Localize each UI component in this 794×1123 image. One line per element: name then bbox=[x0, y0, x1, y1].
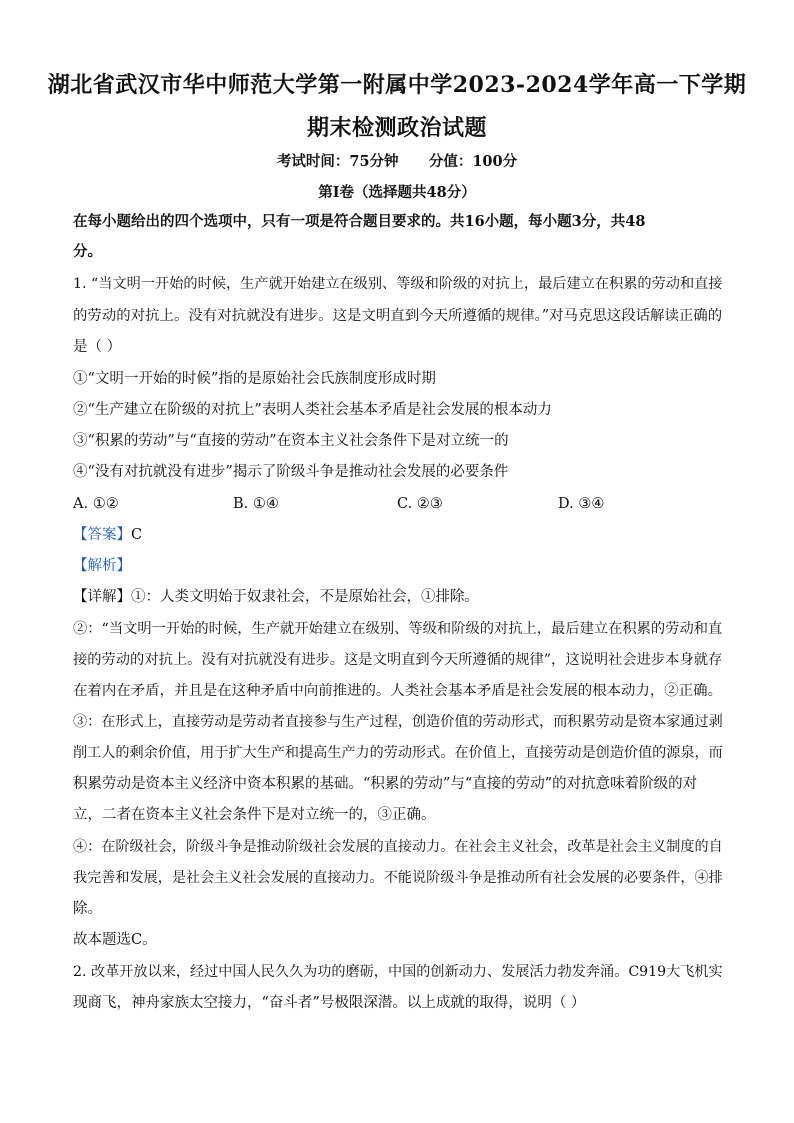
q1-stem-line1: 1. “当文明一开始的时候，生产就开始建立在级别、等级和阶级的对抗上，最后建立在积累的劳动和直接 bbox=[73, 276, 723, 292]
q1-answer bbox=[73, 525, 142, 545]
q1-option-d: D. ③④ bbox=[558, 496, 605, 512]
meta-spacer bbox=[399, 153, 429, 170]
q1-detail-3-line1: ③：在形式上，直接劳动是劳动者直接参与生产过程，创造价值的劳动形式，而积累劳动是资本家通过剥 bbox=[73, 714, 723, 730]
document-title-line1: 湖北省武汉市华中师范大学第一附属中学2023-2024学年高一下学期 bbox=[47, 72, 747, 98]
q1-stem-line2: 的劳动的对抗上。没有对抗就没有进步。这是文明直到今天所遵循的规律。”对马克思这段话解读正确的 bbox=[73, 308, 723, 324]
exam-time: 考试时间：75分钟 bbox=[276, 153, 399, 170]
q1-option-b: B. ①④ bbox=[233, 496, 279, 512]
detail-1-text: ①：人类文明始于奴隶社会，不是原始社会，①排除。 bbox=[131, 589, 479, 605]
q1-option-a: A. ①② bbox=[73, 496, 119, 512]
instructions-line2: 分。 bbox=[73, 243, 102, 260]
q1-stem-line3: 是（ ） bbox=[73, 339, 122, 355]
instructions-line1: 在每小题给出的四个选项中，只有一项是符合题目要求的。共16小题，每小题3分，共48 bbox=[73, 213, 646, 230]
answer-value: C bbox=[131, 527, 143, 543]
q1-detail-3-line2: 削工人的剩余价值，用于扩大生产和提高生产力的劳动形式。在价值上，直接劳动是创造价值的源泉，而 bbox=[73, 745, 723, 761]
q1-detail-2-line2: 接的劳动的对抗上。没有对抗就没有进步。这是文明直到今天所遵循的规律”，这说明社会进步本身就存 bbox=[73, 652, 723, 668]
q1-item-4: ④“没有对抗就没有进步”揭示了阶级斗争是推动社会发展的必要条件 bbox=[73, 464, 509, 480]
answer-tag: 【答案】 bbox=[73, 527, 131, 543]
exam-score: 分值：100分 bbox=[428, 153, 518, 170]
q1-detail-1 bbox=[73, 587, 479, 607]
q1-detail-2-line3: 在着内在矛盾，并且是在这种矛盾中向前推进的。人类社会基本矛盾是社会发展的根本动力，②正确。 bbox=[73, 683, 722, 699]
detail-tag: 【详解】 bbox=[73, 589, 131, 605]
q1-item-3: ③“积累的劳动”与“直接的劳动”在资本主义社会条件下是对立统一的 bbox=[73, 433, 509, 449]
q1-detail-3-line4: 立，二者在资本主义社会条件下是对立统一的，③正确。 bbox=[73, 807, 436, 823]
analysis-tag: 【解析】 bbox=[73, 558, 131, 574]
q1-conclusion: 故本题选C。 bbox=[73, 932, 157, 948]
q1-detail-4-line3: 除。 bbox=[73, 901, 102, 917]
q1-option-c: C. ②③ bbox=[397, 496, 443, 512]
document-title-line2: 期末检测政治试题 bbox=[306, 115, 487, 141]
q1-detail-4-line2: 我完善和发展，是社会主义社会发展的直接动力。不能说阶级斗争是推动所有社会发展的必要条件，④排 bbox=[73, 870, 723, 886]
q1-detail-4-line1: ④：在阶级社会，阶级斗争是推动阶级社会发展的直接动力。在社会主义社会，改革是社会主义制度的自 bbox=[73, 839, 723, 855]
q1-item-1: ①“文明一开始的时候”指的是原始社会氏族制度形成时期 bbox=[73, 371, 436, 387]
q1-detail-3-line3: 积累劳动是资本主义经济中资本积累的基础。“积累的劳动”与“直接的劳动”的对抗意味着阶级的对 bbox=[73, 776, 698, 792]
section-heading: 第Ⅰ卷（选择题共48分） bbox=[318, 184, 476, 201]
q2-stem-line1: 2. 改革开放以来，经过中国人民久久为功的磨砺，中国的创新动力、发展活力勃发奔涌。C919大飞机实 bbox=[73, 964, 723, 980]
exam-meta bbox=[0, 150, 794, 171]
q1-analysis-heading bbox=[73, 556, 131, 576]
q1-item-2: ②“生产建立在阶级的对抗上”表明人类社会基本矛盾是社会发展的根本动力 bbox=[73, 402, 552, 418]
q1-detail-2-line1: ②：“当文明一开始的时候，生产就开始建立在级别、等级和阶级的对抗上，最后建立在积累的劳动和直 bbox=[73, 621, 723, 637]
q2-stem-line2: 现商飞，神舟家族太空接力，“奋斗者”号极限深潜。以上成就的取得，说明（ ） bbox=[73, 995, 586, 1011]
